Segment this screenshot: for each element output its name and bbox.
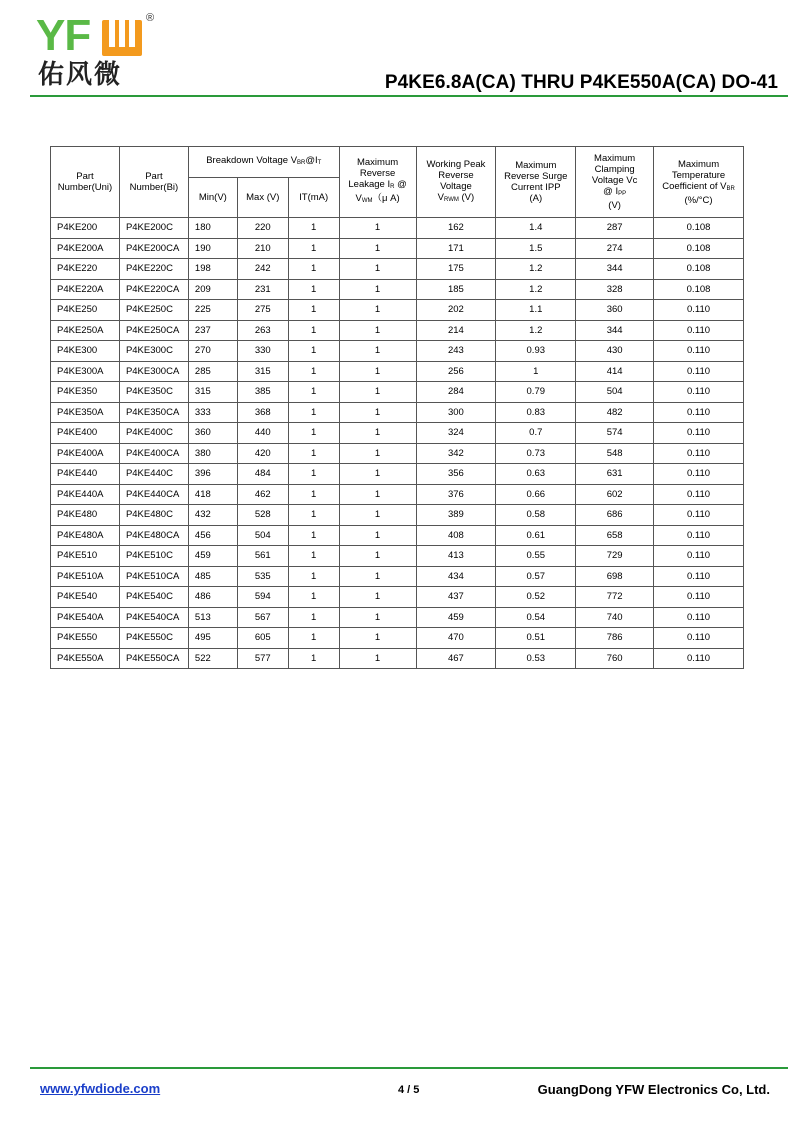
table-cell: 686 <box>576 505 654 526</box>
website-link[interactable]: www.yfwdiode.com <box>40 1081 161 1096</box>
table-cell: 360 <box>576 300 654 321</box>
table-cell: 396 <box>188 464 237 485</box>
table-cell: 1 <box>288 443 339 464</box>
table-cell: P4KE250C <box>119 300 188 321</box>
table-cell: 300 <box>416 402 496 423</box>
table-cell: 1 <box>339 320 416 341</box>
table-cell: 1 <box>339 341 416 362</box>
table-cell: 1.2 <box>496 279 576 300</box>
table-cell: 484 <box>237 464 288 485</box>
table-cell: 0.7 <box>496 423 576 444</box>
table-cell: 459 <box>416 607 496 628</box>
table-cell: 535 <box>237 566 288 587</box>
table-cell: 698 <box>576 566 654 587</box>
table-cell: 594 <box>237 587 288 608</box>
table-cell: 1 <box>288 505 339 526</box>
table-cell: 1 <box>339 587 416 608</box>
table-cell: 1 <box>288 423 339 444</box>
table-cell: 1 <box>288 464 339 485</box>
logo-wordmark <box>36 11 91 60</box>
table-cell: P4KE480A <box>51 525 120 546</box>
table-cell: 1 <box>288 341 339 362</box>
table-cell: P4KE510A <box>51 566 120 587</box>
table-cell: 0.110 <box>654 587 744 608</box>
table-cell: 1 <box>339 259 416 280</box>
table-cell: 376 <box>416 484 496 505</box>
table-cell: 368 <box>237 402 288 423</box>
table-cell: 0.108 <box>654 218 744 239</box>
table-cell: 333 <box>188 402 237 423</box>
table-row <box>51 341 744 362</box>
table-row <box>51 320 744 341</box>
table-cell: 1 <box>339 402 416 423</box>
table-cell: 360 <box>188 423 237 444</box>
table-cell: 190 <box>188 238 237 259</box>
table-row <box>51 300 744 321</box>
table-cell: 0.110 <box>654 546 744 567</box>
table-cell: 0.110 <box>654 300 744 321</box>
table-cell: 1 <box>496 361 576 382</box>
table-cell: 274 <box>576 238 654 259</box>
table-cell: 328 <box>576 279 654 300</box>
table-cell: 504 <box>576 382 654 403</box>
table-cell: P4KE220C <box>119 259 188 280</box>
table-cell: 522 <box>188 648 237 669</box>
table-cell: 185 <box>416 279 496 300</box>
header-reverse-leakage: Maximum Reverse Leakage $I_R$ @ $V_{WM}(\mu$ A) <box>339 147 416 218</box>
table-cell: 414 <box>576 361 654 382</box>
header-clamping-voltage: Maximum Clamping Voltage Vc @ $I_{PP}$ (V) <box>576 147 654 218</box>
table-cell: 315 <box>237 361 288 382</box>
table-cell: 1.1 <box>496 300 576 321</box>
table-cell: P4KE540 <box>51 587 120 608</box>
table-cell: 786 <box>576 628 654 649</box>
table-cell: 0.79 <box>496 382 576 403</box>
table-cell: 528 <box>237 505 288 526</box>
table-cell: 430 <box>576 341 654 362</box>
table-cell: 1 <box>288 218 339 239</box>
table-cell: P4KE350C <box>119 382 188 403</box>
table-cell: P4KE550 <box>51 628 120 649</box>
table-cell: 0.83 <box>496 402 576 423</box>
page-number: 4 / 5 <box>398 1084 420 1096</box>
table-cell: 0.110 <box>654 464 744 485</box>
table-row <box>51 607 744 628</box>
document-title: P4KE6.8A(CA) THRU P4KE550A(CA) DO-41 <box>384 72 778 93</box>
header-min-voltage: Min(V) <box>188 178 237 218</box>
table-cell: 284 <box>416 382 496 403</box>
table-cell: P4KE400C <box>119 423 188 444</box>
table-cell: 432 <box>188 505 237 526</box>
table-cell: 1 <box>339 464 416 485</box>
logo-chinese-name: 佑风微 <box>38 60 123 90</box>
table-cell: 243 <box>416 341 496 362</box>
table-cell: 0.55 <box>496 546 576 567</box>
table-row <box>51 259 744 280</box>
table-row <box>51 443 744 464</box>
table-cell: 1 <box>339 546 416 567</box>
table-cell: P4KE220CA <box>119 279 188 300</box>
table-cell: P4KE200CA <box>119 238 188 259</box>
table-row <box>51 238 744 259</box>
table-cell: 210 <box>237 238 288 259</box>
table-cell: 1 <box>339 238 416 259</box>
table-cell: P4KE200A <box>51 238 120 259</box>
table-cell: P4KE400A <box>51 443 120 464</box>
table-row <box>51 279 744 300</box>
table-cell: P4KE540CA <box>119 607 188 628</box>
table-cell: 1 <box>288 648 339 669</box>
table-cell: 237 <box>188 320 237 341</box>
logo-letter-y: Y <box>36 11 65 60</box>
table-cell: P4KE350CA <box>119 402 188 423</box>
table-cell: P4KE440A <box>51 484 120 505</box>
table-cell: 1 <box>288 382 339 403</box>
table-cell: 342 <box>416 443 496 464</box>
table-cell: P4KE200 <box>51 218 120 239</box>
table-cell: 344 <box>576 320 654 341</box>
header-rule <box>30 95 788 97</box>
table-cell: 0.110 <box>654 443 744 464</box>
table-cell: 287 <box>576 218 654 239</box>
table-cell: 0.58 <box>496 505 576 526</box>
table-cell: P4KE250CA <box>119 320 188 341</box>
table-cell: 567 <box>237 607 288 628</box>
table-cell: P4KE540C <box>119 587 188 608</box>
table-cell: 1 <box>288 300 339 321</box>
table-cell: 1 <box>339 361 416 382</box>
table-cell: 330 <box>237 341 288 362</box>
table-cell: 344 <box>576 259 654 280</box>
table-cell: P4KE540A <box>51 607 120 628</box>
table-cell: 462 <box>237 484 288 505</box>
table-cell: 1 <box>288 566 339 587</box>
table-cell: 413 <box>416 546 496 567</box>
header-part-bi: Part Number(Bi) <box>119 147 188 218</box>
table-cell: 1 <box>288 361 339 382</box>
table-row <box>51 218 744 239</box>
table-cell: 1.4 <box>496 218 576 239</box>
table-cell: 467 <box>416 648 496 669</box>
table-cell: P4KE300A <box>51 361 120 382</box>
table-cell: 1 <box>288 320 339 341</box>
table-cell: 574 <box>576 423 654 444</box>
table-cell: 602 <box>576 484 654 505</box>
table-cell: 408 <box>416 525 496 546</box>
table-row <box>51 525 744 546</box>
table-cell: 437 <box>416 587 496 608</box>
table-cell: 180 <box>188 218 237 239</box>
table-cell: 1 <box>339 279 416 300</box>
table-row <box>51 648 744 669</box>
table-cell: 0.110 <box>654 341 744 362</box>
table-cell: 0.61 <box>496 525 576 546</box>
table-cell: P4KE480CA <box>119 525 188 546</box>
table-row <box>51 628 744 649</box>
table-row <box>51 505 744 526</box>
table-cell: P4KE300 <box>51 341 120 362</box>
table-cell: 1 <box>339 423 416 444</box>
table-cell: 1 <box>339 607 416 628</box>
spec-table <box>50 146 744 669</box>
table-cell: 256 <box>416 361 496 382</box>
table-cell: 0.110 <box>654 525 744 546</box>
table-cell: 1 <box>339 218 416 239</box>
table-cell: 486 <box>188 587 237 608</box>
table-cell: 605 <box>237 628 288 649</box>
table-cell: P4KE400 <box>51 423 120 444</box>
table-cell: 1 <box>339 628 416 649</box>
table-row <box>51 566 744 587</box>
table-cell: 1 <box>339 525 416 546</box>
header-test-current: IT(mA) <box>288 178 339 218</box>
table-row <box>51 464 744 485</box>
table-cell: 1 <box>288 546 339 567</box>
table-cell: 513 <box>188 607 237 628</box>
table-cell: 0.110 <box>654 402 744 423</box>
table-cell: P4KE220 <box>51 259 120 280</box>
table-cell: 548 <box>576 443 654 464</box>
table-row <box>51 402 744 423</box>
table-cell: 1 <box>339 484 416 505</box>
table-cell: P4KE510 <box>51 546 120 567</box>
table-cell: 1 <box>288 259 339 280</box>
header-reverse-surge-current: Maximum Reverse Surge Current IPP (A) <box>496 147 576 218</box>
table-cell: P4KE300C <box>119 341 188 362</box>
table-cell: P4KE200C <box>119 218 188 239</box>
company-name: GuangDong YFW Electronics Co, Ltd. <box>537 1082 770 1097</box>
table-cell: P4KE220A <box>51 279 120 300</box>
table-cell: 1 <box>339 300 416 321</box>
table-cell: 1 <box>288 238 339 259</box>
table-cell: 162 <box>416 218 496 239</box>
table-cell: 729 <box>576 546 654 567</box>
table-cell: 356 <box>416 464 496 485</box>
table-cell: 631 <box>576 464 654 485</box>
table-cell: 0.110 <box>654 566 744 587</box>
table-cell: 1 <box>288 607 339 628</box>
table-cell: 0.51 <box>496 628 576 649</box>
table-cell: 495 <box>188 628 237 649</box>
table-cell: P4KE350A <box>51 402 120 423</box>
table-row <box>51 382 744 403</box>
header-max-voltage: Max (V) <box>237 178 288 218</box>
logo-letter-f: F <box>64 11 91 60</box>
table-cell: 385 <box>237 382 288 403</box>
table-cell: 0.108 <box>654 238 744 259</box>
table-cell: 0.110 <box>654 484 744 505</box>
table-cell: 1 <box>339 648 416 669</box>
table-cell: 482 <box>576 402 654 423</box>
table-row <box>51 423 744 444</box>
table-cell: P4KE440 <box>51 464 120 485</box>
table-cell: 214 <box>416 320 496 341</box>
table-row <box>51 484 744 505</box>
table-cell: 1 <box>288 402 339 423</box>
table-cell: P4KE480 <box>51 505 120 526</box>
table-cell: 220 <box>237 218 288 239</box>
registered-mark: ® <box>146 12 155 24</box>
table-cell: 209 <box>188 279 237 300</box>
table-cell: P4KE250A <box>51 320 120 341</box>
table-cell: 0.110 <box>654 361 744 382</box>
table-cell: 1 <box>288 484 339 505</box>
table-cell: 1.2 <box>496 320 576 341</box>
table-cell: 658 <box>576 525 654 546</box>
company-logo <box>36 11 161 94</box>
table-cell: P4KE300CA <box>119 361 188 382</box>
footer-rule <box>30 1067 788 1069</box>
table-cell: 231 <box>237 279 288 300</box>
table-cell: 504 <box>237 525 288 546</box>
table-cell: 1 <box>288 279 339 300</box>
table-cell: P4KE550CA <box>119 648 188 669</box>
table-cell: 389 <box>416 505 496 526</box>
table-row <box>51 546 744 567</box>
table-cell: 0.110 <box>654 382 744 403</box>
table-cell: 1 <box>339 382 416 403</box>
table-cell: P4KE550C <box>119 628 188 649</box>
table-cell: 0.110 <box>654 505 744 526</box>
table-cell: 0.110 <box>654 607 744 628</box>
table-cell: P4KE440CA <box>119 484 188 505</box>
logo-w-mark-icon <box>102 20 142 56</box>
table-cell: 1.5 <box>496 238 576 259</box>
table-cell: P4KE400CA <box>119 443 188 464</box>
table-cell: 772 <box>576 587 654 608</box>
header-working-peak-voltage: Working Peak Reverse Voltage $V_{RWM}$ (V) <box>416 147 496 218</box>
table-row <box>51 361 744 382</box>
table-cell: 434 <box>416 566 496 587</box>
table-cell: P4KE480C <box>119 505 188 526</box>
table-cell: 202 <box>416 300 496 321</box>
header-part-uni: Part Number(Uni) <box>51 147 120 218</box>
table-cell: 0.110 <box>654 320 744 341</box>
table-cell: 380 <box>188 443 237 464</box>
table-cell: 315 <box>188 382 237 403</box>
table-cell: 0.110 <box>654 628 744 649</box>
table-cell: 0.54 <box>496 607 576 628</box>
table-cell: 270 <box>188 341 237 362</box>
table-cell: 1.2 <box>496 259 576 280</box>
table-cell: 456 <box>188 525 237 546</box>
table-cell: 561 <box>237 546 288 567</box>
table-cell: 242 <box>237 259 288 280</box>
table-cell: 577 <box>237 648 288 669</box>
table-cell: 324 <box>416 423 496 444</box>
table-cell: P4KE440C <box>119 464 188 485</box>
table-cell: 0.52 <box>496 587 576 608</box>
table-cell: 440 <box>237 423 288 444</box>
table-cell: 0.110 <box>654 648 744 669</box>
table-cell: 0.93 <box>496 341 576 362</box>
table-cell: 1 <box>339 566 416 587</box>
header-temperature-coefficient: Maximum Temperature Coefficient of $V_{BR}$ (%/°C) <box>654 147 744 218</box>
table-cell: 1 <box>288 628 339 649</box>
table-cell: 420 <box>237 443 288 464</box>
table-cell: 225 <box>188 300 237 321</box>
table-cell: 0.53 <box>496 648 576 669</box>
header-breakdown-voltage: Breakdown Voltage $V_{BR}@I_T$ <box>188 147 339 178</box>
table-cell: 470 <box>416 628 496 649</box>
table-cell: 175 <box>416 259 496 280</box>
table-cell: 171 <box>416 238 496 259</box>
table-cell: 1 <box>339 505 416 526</box>
table-cell: 1 <box>288 587 339 608</box>
table-cell: 459 <box>188 546 237 567</box>
table-cell: 1 <box>339 443 416 464</box>
table-cell: 485 <box>188 566 237 587</box>
table-cell: 760 <box>576 648 654 669</box>
table-cell: 1 <box>288 525 339 546</box>
table-cell: 0.108 <box>654 259 744 280</box>
table-cell: 418 <box>188 484 237 505</box>
table-cell: P4KE550A <box>51 648 120 669</box>
table-cell: 0.110 <box>654 423 744 444</box>
table-cell: 0.66 <box>496 484 576 505</box>
table-cell: 0.108 <box>654 279 744 300</box>
table-cell: 198 <box>188 259 237 280</box>
table-cell: 740 <box>576 607 654 628</box>
table-cell: P4KE250 <box>51 300 120 321</box>
table-cell: P4KE510C <box>119 546 188 567</box>
table-cell: 263 <box>237 320 288 341</box>
table-cell: 0.63 <box>496 464 576 485</box>
table-cell: P4KE350 <box>51 382 120 403</box>
table-row <box>51 587 744 608</box>
table-cell: 0.73 <box>496 443 576 464</box>
table-cell: 0.57 <box>496 566 576 587</box>
table-cell: 285 <box>188 361 237 382</box>
table-cell: P4KE510CA <box>119 566 188 587</box>
table-cell: 275 <box>237 300 288 321</box>
